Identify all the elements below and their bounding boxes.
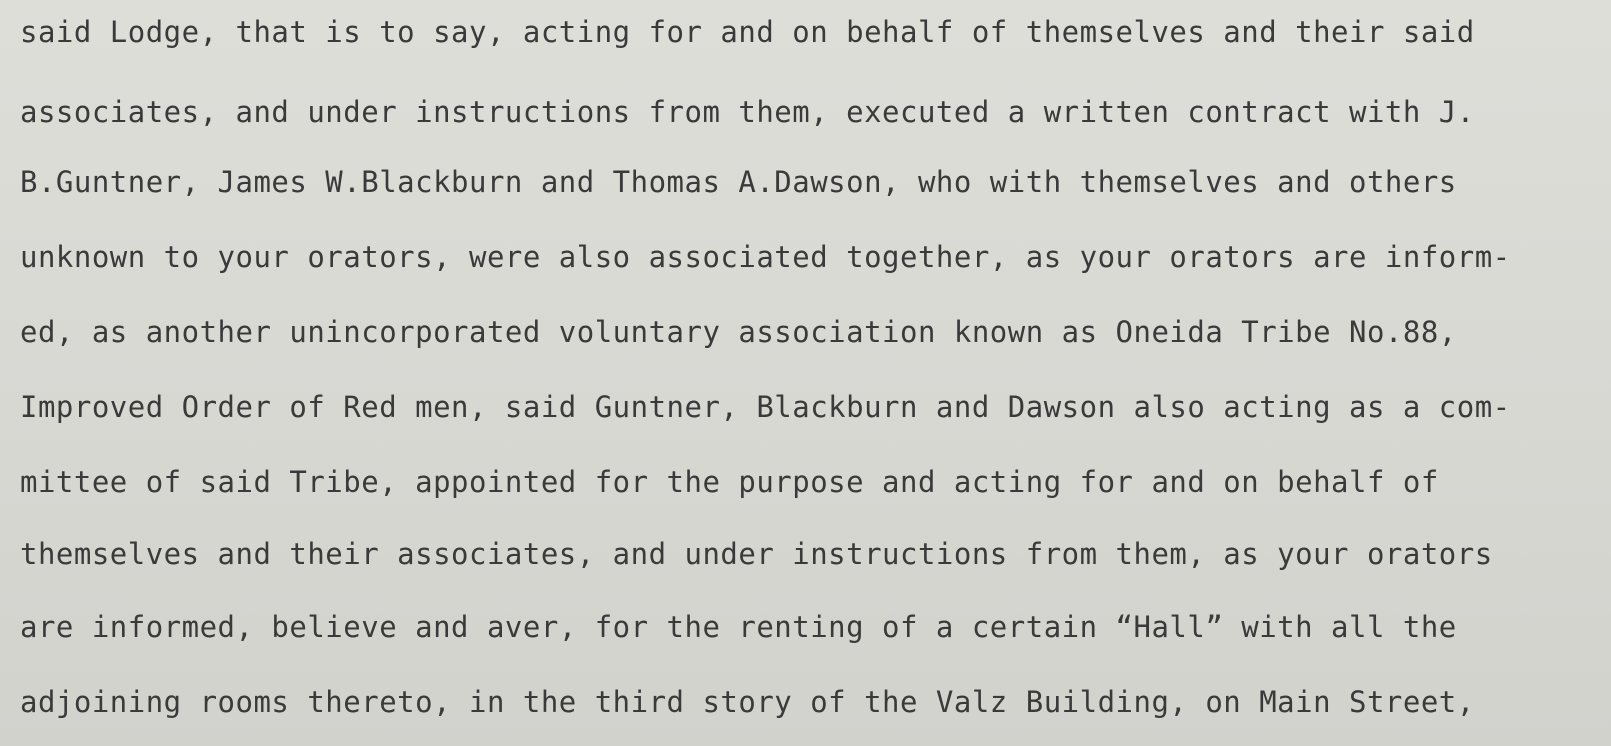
text-line: adjoining rooms thereto, in the third story of the Valz Building, on Main Street, (20, 685, 1475, 719)
text-line: mittee of said Tribe, appointed for the purpose and acting for and on behalf of (20, 465, 1439, 499)
text-line: themselves and their associates, and under instructions from them, as your orators (20, 537, 1493, 571)
text-line: B.Guntner, James W.Blackburn and Thomas A.Dawson, who with themselves and others (20, 165, 1457, 199)
text-line: Improved Order of Red men, said Guntner, Blackburn and Dawson also acting as a com- (20, 390, 1511, 424)
text-line: are informed, believe and aver, for the renting of a certain “Hall” with all the (20, 610, 1457, 644)
text-line: ed, as another unincorporated voluntary association known as Oneida Tribe No.88, (20, 315, 1457, 349)
text-line: unknown to your orators, were also associated together, as your orators are inform- (20, 240, 1511, 274)
text-line: associates, and under instructions from them, executed a written contract with J. (20, 95, 1475, 129)
text-line: said Lodge, that is to say, acting for and on behalf of themselves and their said (20, 15, 1475, 49)
